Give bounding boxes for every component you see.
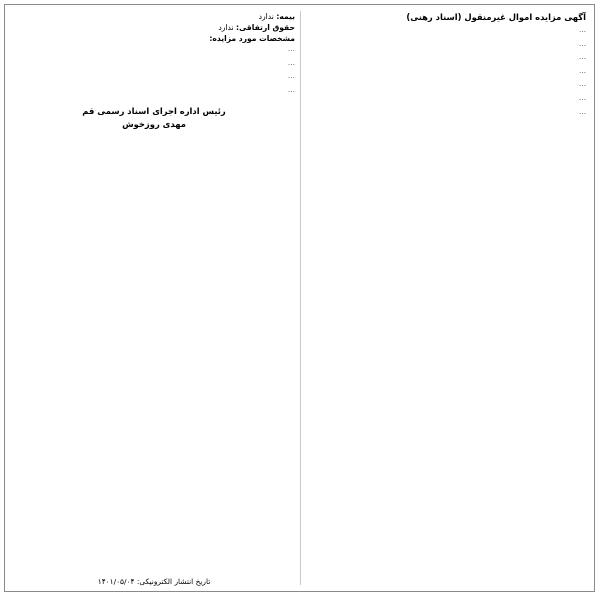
auction-item-specs-field xyxy=(13,33,295,44)
paragraph: … xyxy=(578,92,586,102)
signature-block xyxy=(13,105,295,131)
paragraph: … xyxy=(578,52,586,62)
field-label: بیمه: xyxy=(276,12,295,21)
paragraph: … xyxy=(287,71,295,81)
field-label: حقوق ارتفاقی: xyxy=(236,23,295,32)
paragraph: … xyxy=(287,57,295,67)
paragraph: … xyxy=(578,65,586,75)
paragraph: … xyxy=(578,106,586,116)
field-value: ندارد xyxy=(258,12,274,21)
signer-title: رئیس اداره اجرای اسناد رسمی قم xyxy=(82,106,226,117)
signer-name: مهدی روزخوش xyxy=(122,119,186,130)
paragraph: … xyxy=(287,84,295,94)
publication-date xyxy=(13,577,295,587)
document-page xyxy=(4,4,595,592)
right-column xyxy=(304,11,586,585)
field-label: مشخصات مورد مزایده: xyxy=(209,34,295,43)
left-column xyxy=(13,11,295,585)
paragraph: … xyxy=(287,44,295,53)
field-value: ندارد xyxy=(218,23,234,32)
paragraph: … xyxy=(578,38,586,48)
ad-title: آگهی مزایده اموال غیرمنقول (اسناد رهنی) xyxy=(406,12,586,22)
paragraph: … xyxy=(578,79,586,89)
insurance-field xyxy=(13,11,295,22)
easement-rights-field xyxy=(13,22,295,33)
paragraph: … xyxy=(578,25,586,34)
column-divider xyxy=(300,11,301,585)
publication-date-value: ۱۴۰۱/۰۵/۰۴ xyxy=(97,577,135,586)
publication-date-label: تاریخ انتشار الکترونیکی: xyxy=(136,577,211,586)
